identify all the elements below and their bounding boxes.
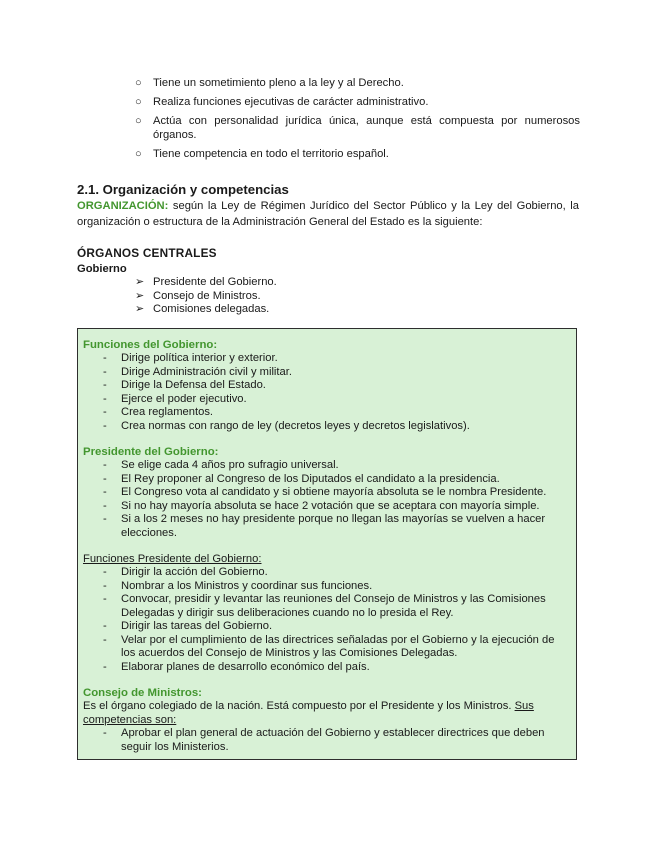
dash-bullet-icon: - <box>103 392 107 405</box>
dash-bullet-icon: - <box>103 633 107 646</box>
organization-intro <box>77 199 579 230</box>
list-item: - Crea reglamentos. <box>103 406 214 418</box>
presidente-list <box>83 459 571 540</box>
funciones-gobierno-title: Funciones del Gobierno: <box>83 339 218 351</box>
dash-bullet-icon: - <box>103 660 107 673</box>
organization-text: según la Ley de Régimen Jurídico del Sector Público y la Ley del Gobierno, la organización o estructura de la Administración General del Estado es la siguiente: <box>77 200 579 228</box>
list-item: - Elaborar planes de desarrollo económico del país. <box>103 660 370 673</box>
list-item: ○ Actúa con personalidad jurídica única, aunque está compuesta por numerosos órganos. <box>135 115 580 141</box>
arrow-bullet-icon: ➢ <box>135 276 145 288</box>
section-heading: 2.1. Organización y competencias <box>77 182 289 197</box>
list-item: ○ Tiene competencia en todo el territorio español. <box>135 148 389 160</box>
list-item: ➢ Comisiones delegadas. <box>135 303 270 315</box>
funciones-presidente-list <box>83 566 571 674</box>
list-item: - Nombrar a los Ministros y coordinar sus funciones. <box>103 579 373 592</box>
dash-bullet-icon: - <box>103 499 107 512</box>
organization-label: ORGANIZACIÓN: <box>77 200 169 212</box>
list-item: ➢ Presidente del Gobierno. <box>135 276 277 288</box>
dash-bullet-icon: - <box>103 593 107 605</box>
list-item: - Dirigir las tareas del Gobierno. <box>103 620 273 632</box>
list-item: - Dirige la Defensa del Estado. <box>103 379 266 391</box>
dash-bullet-icon: - <box>103 566 107 578</box>
list-item: ○ Tiene un sometimiento pleno a la ley y al Derecho. <box>135 77 404 89</box>
dash-bullet-icon: - <box>103 472 107 485</box>
gobierno-label: Gobierno <box>77 263 127 275</box>
list-item: - Si a los 2 meses no hay presidente porque no llegan las mayorías se vuelven a hacer elecciones. <box>103 513 546 539</box>
dash-bullet-icon: - <box>103 352 107 364</box>
summary-box <box>77 328 577 760</box>
organos-centrales-heading: ÓRGANOS CENTRALES <box>77 246 217 260</box>
consejo-list <box>83 727 571 754</box>
dash-bullet-icon: - <box>103 419 107 432</box>
competencias-label: Sus competencias son: <box>83 700 534 726</box>
list-item: - El Rey proponer al Congreso de los Diputados el candidato a la presidencia. <box>103 472 500 485</box>
consejo-title: Consejo de Ministros: <box>83 687 202 699</box>
list-item: - Convocar, presidir y levantar las reuniones del Consejo de Ministros y las Comisiones Delegadas y dirigir sus deliberaciones cuando no lo presida el Rey. <box>103 593 546 619</box>
funciones-presidente-title: Funciones Presidente del Gobierno: <box>83 553 262 565</box>
list-item: - Dirige Administración civil y militar. <box>103 365 292 378</box>
spacer <box>83 433 571 445</box>
spacer <box>83 540 571 552</box>
gobierno-list <box>135 276 277 317</box>
list-item: - Crea normas con rango de ley (decretos leyes y decretos legislativos). <box>103 419 470 432</box>
dash-bullet-icon: - <box>103 365 107 378</box>
dash-bullet-icon: - <box>103 579 107 592</box>
list-item: - Si no hay mayoría absoluta se hace 2 votación que se aceptara con mayoría simple. <box>103 499 540 512</box>
presidente-title: Presidente del Gobierno: <box>83 446 219 458</box>
list-item: - Ejerce el poder ejecutivo. <box>103 392 247 405</box>
list-item: - El Congreso vota al candidato y si obtiene mayoría absoluta se le nombra Presidente. <box>103 486 547 498</box>
circle-bullet-icon: ○ <box>135 77 142 89</box>
dash-bullet-icon: - <box>103 620 107 632</box>
list-item: - Se elige cada 4 años pro sufragio universal. <box>103 459 339 471</box>
dash-bullet-icon: - <box>103 486 107 498</box>
funciones-gobierno-list <box>83 352 571 433</box>
consejo-description: Es el órgano colegiado de la nación. Está compuesto por el Presidente y los Ministros. Sus competencias son: <box>83 700 534 726</box>
list-item: - Aprobar el plan general de actuación del Gobierno y establecer directrices que deben seguir los Ministerios. <box>103 727 545 753</box>
dash-bullet-icon: - <box>103 459 107 471</box>
dash-bullet-icon: - <box>103 379 107 391</box>
dash-bullet-icon: - <box>103 727 107 739</box>
list-item: - Velar por el cumplimiento de las directrices señaladas por el Gobierno y la ejecución de los acuerdos del Consejo de Ministros y las Comisiones Delegadas. <box>103 633 555 659</box>
circle-bullet-icon: ○ <box>135 96 142 108</box>
list-item: ➢ Consejo de Ministros. <box>135 289 261 302</box>
characteristics-list <box>135 76 580 166</box>
dash-bullet-icon: - <box>103 406 107 418</box>
spacer <box>83 674 571 686</box>
circle-bullet-icon: ○ <box>135 148 142 160</box>
arrow-bullet-icon: ➢ <box>135 303 145 315</box>
list-item: ○ Realiza funciones ejecutivas de carácter administrativo. <box>135 96 429 108</box>
list-item: - Dirigir la acción del Gobierno. <box>103 566 268 578</box>
arrow-bullet-icon: ➢ <box>135 289 145 302</box>
circle-bullet-icon: ○ <box>135 115 142 127</box>
dash-bullet-icon: - <box>103 513 107 525</box>
list-item: - Dirige política interior y exterior. <box>103 352 278 364</box>
